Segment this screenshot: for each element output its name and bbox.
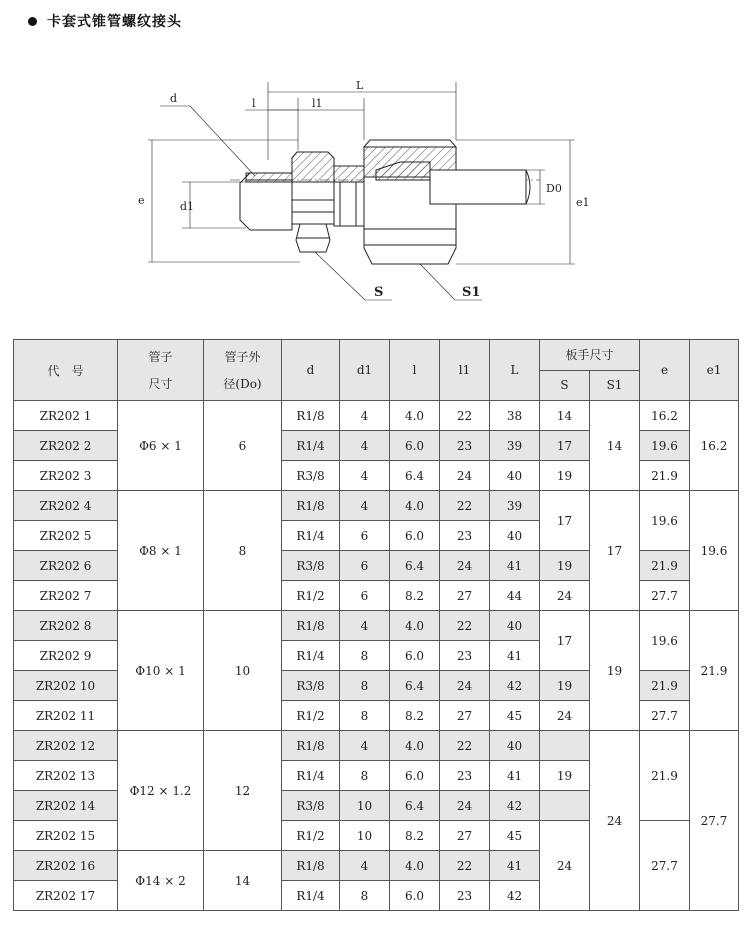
cell-pipe-od: 8 [204, 491, 282, 611]
header-pipe-od-line1: 管子外 [224, 350, 261, 364]
header-e1: e1 [690, 340, 739, 401]
cell-l: 8.2 [390, 701, 440, 731]
cell-code: ZR202 6 [14, 551, 118, 581]
cell-L: 42 [490, 881, 540, 911]
cell-code: ZR202 3 [14, 461, 118, 491]
table-row [14, 401, 739, 431]
cell-S: 17 [540, 491, 590, 551]
cell-S: 19 [540, 761, 590, 791]
cell-l: 6.0 [390, 761, 440, 791]
header-e: e [640, 340, 690, 401]
cell-l: 8.2 [390, 581, 440, 611]
cell-e1: 21.9 [690, 611, 739, 731]
cell-l: 6.0 [390, 881, 440, 911]
cell-pipe-od: 14 [204, 851, 282, 911]
cell-code: ZR202 4 [14, 491, 118, 521]
cell-e: 27.7 [640, 821, 690, 911]
cell-d: R3/8 [282, 461, 340, 491]
cell-l: 6.4 [390, 461, 440, 491]
cell-code: ZR202 1 [14, 401, 118, 431]
table-row [14, 731, 739, 761]
cell-l: 4.0 [390, 491, 440, 521]
cell-l1: 23 [440, 761, 490, 791]
cell-d1: 10 [340, 791, 390, 821]
dim-label-d: d [170, 92, 178, 105]
cell-d: R1/8 [282, 731, 340, 761]
cell-e1: 27.7 [690, 731, 739, 911]
cell-d1: 6 [340, 521, 390, 551]
bullet-icon [28, 17, 37, 26]
cell-d1: 8 [340, 761, 390, 791]
cell-e1: 19.6 [690, 491, 739, 611]
cell-d: R1/4 [282, 881, 340, 911]
cell-e: 21.9 [640, 461, 690, 491]
cell-d1: 4 [340, 461, 390, 491]
cell-d1: 4 [340, 401, 390, 431]
cell-S: 24 [540, 581, 590, 611]
cell-S1: 14 [590, 401, 640, 491]
cell-d1: 4 [340, 611, 390, 641]
cell-e: 16.2 [640, 401, 690, 431]
cell-code: ZR202 15 [14, 821, 118, 851]
cell-d1: 6 [340, 581, 390, 611]
cell-pipe-size: Φ10 × 1 [118, 611, 204, 731]
section-header [28, 10, 182, 32]
dim-label-S: S [374, 285, 384, 300]
cell-d1: 6 [340, 551, 390, 581]
cell-l: 6.0 [390, 641, 440, 671]
cell-d: R3/8 [282, 551, 340, 581]
dim-label-e1: e1 [576, 196, 590, 209]
cell-L: 45 [490, 701, 540, 731]
cell-d1: 8 [340, 701, 390, 731]
cell-S-empty [540, 791, 590, 821]
cell-l: 6.0 [390, 521, 440, 551]
cell-S: 19 [540, 671, 590, 701]
header-l1: l1 [440, 340, 490, 401]
header-S1: S1 [590, 370, 640, 401]
dim-label-e: e [138, 194, 145, 207]
header-d1: d1 [340, 340, 390, 401]
cell-L: 41 [490, 551, 540, 581]
dim-label-D0: D0 [546, 182, 562, 195]
cell-S: 24 [540, 821, 590, 911]
cell-e: 21.9 [640, 671, 690, 701]
cell-code: ZR202 7 [14, 581, 118, 611]
cell-e: 27.7 [640, 701, 690, 731]
cell-l1: 23 [440, 641, 490, 671]
cell-e: 19.6 [640, 611, 690, 671]
cell-code: ZR202 14 [14, 791, 118, 821]
cell-l: 8.2 [390, 821, 440, 851]
cell-code: ZR202 9 [14, 641, 118, 671]
cell-d: R1/4 [282, 431, 340, 461]
cell-code: ZR202 11 [14, 701, 118, 731]
cell-L: 41 [490, 761, 540, 791]
cell-L: 41 [490, 641, 540, 671]
cell-l: 4.0 [390, 401, 440, 431]
header-code: 代 号 [14, 340, 118, 401]
cell-d1: 4 [340, 491, 390, 521]
cell-d1: 10 [340, 821, 390, 851]
section-title: 卡套式锥管螺纹接头 [47, 14, 182, 30]
cell-S: 19 [540, 461, 590, 491]
cell-code: ZR202 10 [14, 671, 118, 701]
cell-e: 21.9 [640, 731, 690, 821]
cell-L: 41 [490, 851, 540, 881]
cell-l: 4.0 [390, 611, 440, 641]
header-pipe-size-line2: 尺寸 [148, 377, 173, 391]
cell-l1: 22 [440, 731, 490, 761]
cell-l: 6.4 [390, 671, 440, 701]
cell-e: 27.7 [640, 581, 690, 611]
table-row [14, 611, 739, 641]
dim-label-S1: S1 [462, 285, 481, 300]
cell-pipe-size: Φ12 × 1.2 [118, 731, 204, 851]
cell-pipe-od: 10 [204, 611, 282, 731]
cell-l: 6.0 [390, 431, 440, 461]
dim-label-l: l [252, 97, 256, 110]
header-wrench: 板手尺寸 [540, 340, 640, 371]
cell-S: 24 [540, 701, 590, 731]
header-L: L [490, 340, 540, 401]
cell-L: 38 [490, 401, 540, 431]
cell-code: ZR202 5 [14, 521, 118, 551]
cell-l1: 24 [440, 461, 490, 491]
cell-code: ZR202 17 [14, 881, 118, 911]
cell-d1: 8 [340, 881, 390, 911]
cell-L: 39 [490, 491, 540, 521]
cell-pipe-size: Φ8 × 1 [118, 491, 204, 611]
cell-l1: 22 [440, 611, 490, 641]
cell-d: R1/8 [282, 491, 340, 521]
cell-d: R1/4 [282, 521, 340, 551]
cell-e: 21.9 [640, 551, 690, 581]
cell-d1: 4 [340, 731, 390, 761]
cell-d: R1/4 [282, 641, 340, 671]
header-pipe-od [204, 340, 282, 401]
cell-d: R3/8 [282, 791, 340, 821]
cell-d: R1/2 [282, 701, 340, 731]
cell-pipe-size: Φ6 × 1 [118, 401, 204, 491]
cell-l: 6.4 [390, 791, 440, 821]
cell-d1: 4 [340, 851, 390, 881]
cell-d: R1/8 [282, 401, 340, 431]
cell-d: R3/8 [282, 671, 340, 701]
cell-S1: 24 [590, 731, 640, 911]
cell-d: R1/8 [282, 611, 340, 641]
dim-label-L: L [356, 79, 364, 92]
cell-S1: 19 [590, 611, 640, 731]
cell-code: ZR202 12 [14, 731, 118, 761]
cell-l1: 22 [440, 491, 490, 521]
cell-S: 19 [540, 551, 590, 581]
header-pipe-size [118, 340, 204, 401]
header-pipe-od-line2: 径(Do) [223, 377, 262, 391]
cell-L: 40 [490, 731, 540, 761]
cell-L: 40 [490, 461, 540, 491]
cell-code: ZR202 16 [14, 851, 118, 881]
cell-l1: 23 [440, 431, 490, 461]
cell-l: 4.0 [390, 851, 440, 881]
cell-l1: 27 [440, 701, 490, 731]
cell-L: 39 [490, 431, 540, 461]
cell-l1: 24 [440, 791, 490, 821]
cell-d: R1/4 [282, 761, 340, 791]
cell-pipe-od: 6 [204, 401, 282, 491]
cell-S: 14 [540, 401, 590, 431]
cell-L: 45 [490, 821, 540, 851]
cell-l1: 27 [440, 821, 490, 851]
cell-code: ZR202 2 [14, 431, 118, 461]
cell-l: 4.0 [390, 731, 440, 761]
cell-e: 19.6 [640, 491, 690, 551]
technical-drawing [0, 40, 750, 320]
cell-L: 42 [490, 791, 540, 821]
cell-pipe-od: 12 [204, 731, 282, 851]
cell-L: 44 [490, 581, 540, 611]
cell-d: R1/2 [282, 821, 340, 851]
cell-l1: 23 [440, 881, 490, 911]
cell-l1: 27 [440, 581, 490, 611]
header-d: d [282, 340, 340, 401]
cell-S: 17 [540, 431, 590, 461]
cell-e: 19.6 [640, 431, 690, 461]
cell-l1: 22 [440, 851, 490, 881]
cell-pipe-size: Φ14 × 2 [118, 851, 204, 911]
cell-d1: 8 [340, 641, 390, 671]
cell-L: 42 [490, 671, 540, 701]
cell-L: 40 [490, 521, 540, 551]
cell-l1: 24 [440, 551, 490, 581]
cell-l1: 23 [440, 521, 490, 551]
cell-l1: 22 [440, 401, 490, 431]
cell-l1: 24 [440, 671, 490, 701]
cell-l: 6.4 [390, 551, 440, 581]
header-pipe-size-line1: 管子 [148, 350, 173, 364]
spec-table [13, 339, 739, 911]
cell-S: 17 [540, 611, 590, 671]
cell-code: ZR202 13 [14, 761, 118, 791]
header-S: S [540, 370, 590, 401]
cell-d1: 4 [340, 431, 390, 461]
cell-d: R1/2 [282, 581, 340, 611]
dim-label-d1: d1 [180, 200, 195, 213]
cell-S1: 17 [590, 491, 640, 611]
cell-d: R1/8 [282, 851, 340, 881]
dim-label-l1: l1 [312, 97, 323, 110]
cell-S-empty [540, 731, 590, 761]
cell-e1: 16.2 [690, 401, 739, 491]
cell-d1: 8 [340, 671, 390, 701]
header-l: l [390, 340, 440, 401]
cell-code: ZR202 8 [14, 611, 118, 641]
cell-L: 40 [490, 611, 540, 641]
table-row [14, 491, 739, 521]
